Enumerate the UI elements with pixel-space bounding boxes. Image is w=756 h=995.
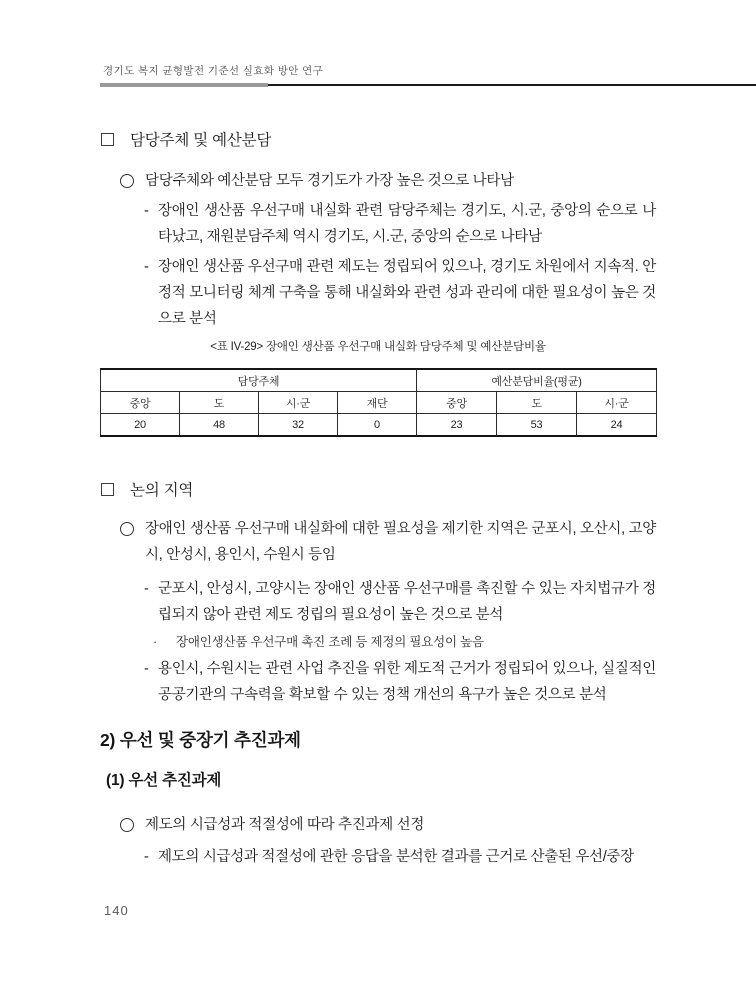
bullet-text: 장애인생산품 우선구매 촉진 조례 등 제정의 필요성이 높음 [176, 635, 484, 649]
bullet-dot [151, 630, 656, 654]
bullet-text: 군포시, 안성시, 고양시는 장애인 생산품 우선구매를 촉진할 수 있는 자치법규가 정립되지 않아 관련 제도 정립의 필요성이 높은 것으로 분석 [158, 581, 656, 623]
column-header-cell: 재단 [338, 392, 417, 414]
priority-purchase-table [100, 368, 657, 437]
dot-bullet-marker: · [153, 635, 158, 649]
dash-bullet-marker: - [144, 661, 149, 677]
column-header-cell: 중앙 [417, 392, 497, 414]
table-value-row [101, 414, 657, 437]
bullet-text: 제도의 시급성과 적절성에 관한 응답을 분석한 결과를 근거로 산출된 우선/중장 [158, 849, 634, 865]
square-bullet-icon [101, 133, 114, 146]
value-cell: 48 [180, 414, 259, 437]
value-cell: 20 [101, 414, 180, 437]
bullet-dash [144, 844, 656, 870]
table-column-header-row [101, 392, 657, 414]
section-heading-discussion-regions [101, 478, 193, 500]
value-cell: 0 [338, 414, 417, 437]
circle-bullet-icon [120, 818, 134, 832]
square-bullet-icon [101, 483, 114, 496]
header-rule-line [268, 84, 756, 86]
bullet-text: 용인시, 수원시는 관련 사업 추진을 위한 제도적 근거가 정립되어 있으나, 실질적인 공공기관의 구속력을 확보할 수 있는 정책 개선의 욕구가 높은 것으로 분석 [158, 661, 656, 703]
bullet-dash [144, 254, 656, 332]
bullet-text: 제도의 시급성과 적절성에 따라 추진과제 선정 [145, 817, 425, 833]
dash-bullet-marker: - [144, 259, 149, 275]
bullet-text: 담당주체와 예산분담 모두 경기도가 가장 높은 것으로 나타남 [145, 173, 514, 189]
dash-bullet-marker: - [144, 203, 149, 219]
bullet-text: 장애인 생산품 우선구매 내실화에 대한 필요성을 제기한 지역은 군포시, 오산시, 고양시, 안성시, 용인시, 수원시 등임 [145, 521, 656, 563]
bullet-text: 장애인 생산품 우선구매 관련 제도는 정립되어 있으나, 경기도 차원에서 지속적. 안정적 모니터링 체계 구축을 통해 내실화와 관련 성과 관리에 대한 필요성이 높은 것으로 분석 [158, 259, 656, 327]
bullet-dash [144, 198, 656, 250]
value-cell: 23 [417, 414, 497, 437]
column-header-cell: 시·군 [259, 392, 338, 414]
bullet-circle [120, 812, 656, 838]
dash-bullet-marker: - [144, 581, 149, 597]
circle-bullet-icon [120, 522, 134, 536]
bullet-text: 장애인 생산품 우선구매 내실화 관련 담당주체는 경기도, 시.군, 중앙의 순으로 나타났고, 재원분담주체 역시 경기도, 시.군, 중앙의 순으로 나타남 [158, 203, 656, 245]
sub-heading: (1) 우선 추진과제 [106, 772, 222, 789]
column-header-cell: 중앙 [101, 392, 180, 414]
bullet-dash [144, 576, 656, 628]
value-cell: 53 [497, 414, 577, 437]
value-cell: 24 [577, 414, 657, 437]
table-caption: <표 IV-29> 장애인 생산품 우선구매 내실화 담당주체 및 예산분담비율 [210, 341, 546, 353]
column-header-cell: 도 [180, 392, 259, 414]
column-header-cell: 시·군 [577, 392, 657, 414]
group-header-cell: 담당주체 [101, 369, 417, 392]
column-header-cell: 도 [497, 392, 577, 414]
group-header-cell: 예산분담비율(평균) [417, 369, 657, 392]
dash-bullet-marker: - [144, 849, 149, 865]
numbered-heading: 2) 우선 및 중장기 추진과제 [100, 730, 301, 750]
value-cell: 32 [259, 414, 338, 437]
page-number: 140 [104, 903, 129, 918]
running-title: 경기도 복지 균형발전 기준선 실효화 방안 연구 [103, 65, 324, 77]
section-heading-label: 논의 지역 [130, 482, 194, 499]
section-heading-responsibility [101, 128, 271, 150]
section-heading-label: 담당주체 및 예산분담 [130, 132, 272, 149]
table-group-header-row [101, 369, 657, 392]
bullet-dash [144, 656, 656, 708]
circle-bullet-icon [120, 174, 134, 188]
bullet-circle [120, 168, 656, 194]
header-rule-accent [100, 83, 268, 87]
bullet-circle [120, 516, 656, 568]
